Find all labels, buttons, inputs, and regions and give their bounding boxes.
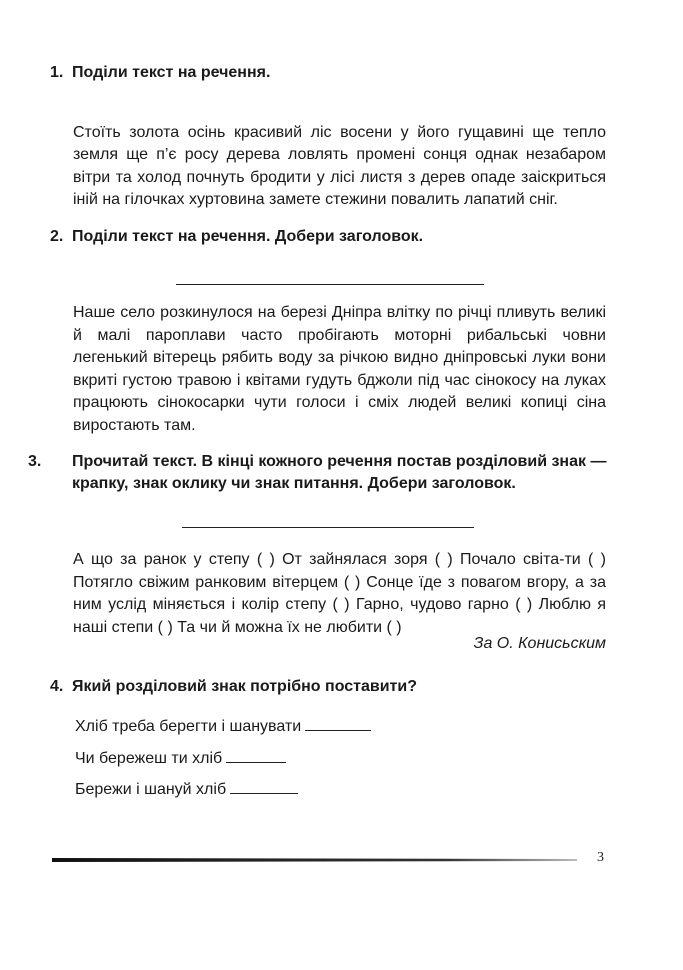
- task-3-heading: [28, 451, 610, 495]
- task-3-paragraph: А що за ранок у степу ( ) От зайнялася зоря ( ) Почало світа-ти ( ) Потягло свіжим ранковим вітерцем ( ) Сонце їде з повагом вгору, а за ним услід міняється і колір степу ( ) Гарно, чудово гарно ( ) Люблю я наші степи ( ) Та чи й можна їх не любити ( ): [73, 551, 606, 636]
- task-2-heading-text: Поділи текст на речення. Добери заголовок.: [72, 228, 424, 245]
- task-4-heading: [50, 676, 620, 698]
- task-3-author: За О. Конисьским: [473, 635, 606, 652]
- task-4-line-text: Чи бережеш ти хліб: [75, 750, 223, 767]
- task-3-number: 3.: [28, 453, 42, 470]
- task-1-heading: [50, 62, 620, 84]
- task-3-text: [73, 549, 606, 639]
- task-3-heading-text: Прочитай текст. В кінці кожного речення постав розділовий знак — крапку, знак оклику чи знак питання. Добери заголовок.: [72, 453, 607, 492]
- footer-rule: [52, 857, 577, 863]
- task-2-heading: [50, 226, 620, 248]
- task-4-line-text: Бережи і шануй хліб: [75, 781, 227, 798]
- task-2-number: 2.: [50, 228, 64, 245]
- task-2-title-blank[interactable]: [176, 284, 484, 285]
- page-number: 3: [597, 850, 604, 865]
- answer-blank[interactable]: [230, 779, 298, 794]
- task-1-heading-text: Поділи текст на речення.: [72, 64, 271, 81]
- task-4-line: [75, 779, 298, 800]
- task-4-line: [75, 716, 371, 737]
- task-1-number: 1.: [50, 64, 64, 81]
- answer-blank[interactable]: [226, 748, 286, 763]
- task-2-text: [73, 302, 606, 437]
- task-4-heading-text: Який розділовий знак потрібно поставити?: [72, 678, 417, 695]
- task-4-line-text: Хліб треба берегти і шанувати: [75, 718, 302, 735]
- answer-blank[interactable]: [305, 716, 371, 731]
- task-1-text: [73, 99, 606, 212]
- task-3-title-blank[interactable]: [182, 527, 474, 528]
- task-2-paragraph: Наше село розкинулося на березі Дніпра влітку по річці пливуть великі й малі пароплави часто пробігають моторні рибальські човни легенький вітерець рябить воду за річкою видно дніпровські луки вони вкриті густою травою і квітами гудуть бджоли під час сінокосу на луках працюють сінокосарки чути голоси і сміх людей великі копиці сіна виростають там.: [73, 304, 606, 434]
- task-4-line: [75, 748, 286, 769]
- task-4-number: 4.: [50, 678, 64, 695]
- task-1-paragraph: Стоїть золота осінь красивий ліс восени у його гущавині ще тепло земля ще п’є росу дерева ловлять промені сонця однак незабаром вітри та холод почнуть бродити у лісі листя з дерев опаде заіскриться іній на гілочках хуртовина замете стежини повалить лапатий сніг.: [73, 123, 606, 208]
